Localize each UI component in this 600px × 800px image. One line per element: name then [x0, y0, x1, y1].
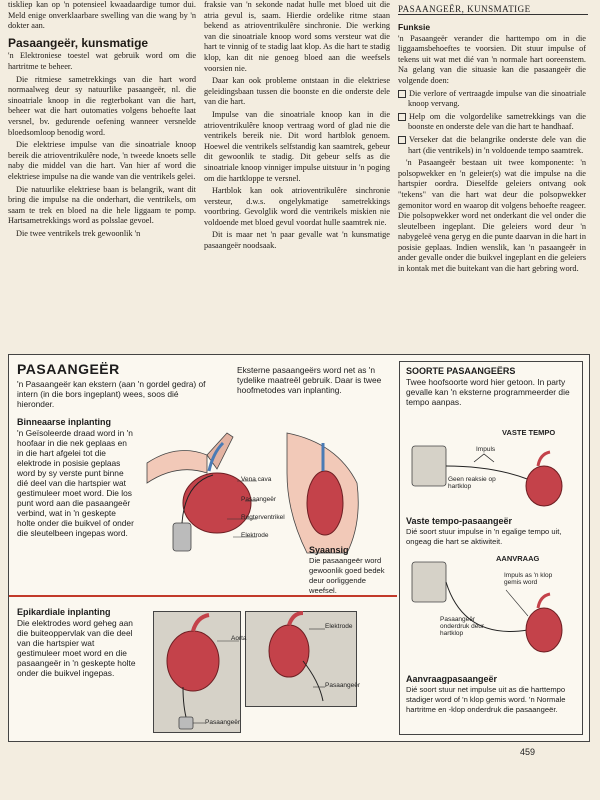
demand-section [406, 674, 576, 715]
epicardial-heading: Epikardiale inplanting [17, 607, 111, 617]
paragraph: Hartblok kan ook atrioventrikulêre sinchronie versteur, d.w.s. ongelykmatige sametrekkings voortbring. Gevolglik word die ventrikels miskien nie voldoende met bloed gevul voordat hulle saamtrek nie. [204, 186, 390, 227]
side-view-heading: Syaansig [309, 545, 349, 555]
epicardial-text: Die elektrodes word geheg aan die buiteoppervlak van die deel van die hartspier wat gestimuleer moet word en die pasaangeër in 'n geskepte holte onder die buikvel ingepas. [17, 618, 136, 678]
intravenous-section [17, 417, 135, 538]
fixed-rate-heading: Vaste tempo-pasaangeër [406, 516, 513, 526]
demand-text: Dié soort stuur net impulse uit as die harttempo stadiger word of 'n klop gemis word. 'n Normale hartritme en -klop onderdruk die pasaangeër. [406, 685, 566, 714]
impulse-label: Impuls [476, 446, 496, 453]
side-view-section [309, 545, 395, 596]
checkbox-bullet-icon [398, 90, 406, 98]
intravenous-illustration [137, 413, 389, 563]
epicardial-section [17, 607, 137, 678]
intravenous-text: 'n Geïsoleerde draad word in 'n hoofaar in die nek geplaas en in die hart afgelei tot die elektrode in posisie geplaas word by sy verste punt binne dié deel van die hartspier wat gestimuleer moet word. Die los punt word aan die pasaangeër verbind, wat in 'n geskepte holte onder die buikvel of onder die sleutelbeen ingepas word. [17, 428, 134, 538]
intravenous-heading: Binneaarse inplanting [17, 417, 112, 427]
article-heading: Pasaangeër, kunsmatige [8, 35, 149, 50]
fixed-rate-text: Dié soort stuur impulse in 'n egalige tempo uit, ongeag die hart se aktiwiteit. [406, 527, 562, 546]
paragraph: fraksie van 'n sekonde nadat hulle met bloed uit die atria gevul is, saam. Hierdie ordelike ritme staan bekend as atrioventrikulêre sinchronie. Die werking van die sinoatriale knoop word soms versteur wat die hart te vinnig of te stadig laat klop. As die hart te stadig klop, kan dit nie genoeg bloed aan die weefsels voorsien nie. [204, 0, 390, 73]
checkbox-bullet-icon [398, 113, 406, 121]
page-number: 459 [520, 747, 536, 757]
label-electrode: Elektrode [241, 532, 269, 539]
column-2 [204, 0, 390, 254]
panel-intro: 'n Pasaangeër kan ekstern (aan 'n gordel gedra) of intern (in die bors ingeplant) wees, soos dié hieronder. [17, 379, 206, 409]
label-pacemaker-3: Pasaangeër [205, 719, 241, 726]
bullet-item [398, 89, 586, 110]
paragraph: Die twee ventrikels trek gewoonlik 'n [16, 228, 141, 238]
fixed-rate-section [406, 516, 576, 547]
label-vena-cava: Vena cava [241, 476, 272, 483]
column-3 [398, 20, 586, 277]
external-pacemaker-text: Eksterne pasaangeërs word net as 'n tydelike maatreël gebruik. Daar is twee hoofmetodes van inplanting. [237, 365, 382, 395]
bullet-text: Verseker dat die belangrike onderste dele van die hart (die ventrikels) in 'n voldoende tempo saamtrek. [408, 134, 586, 155]
paragraph: Die natuurlike elektriese baan is belangrik, want dit bring die impulse na die onderhart, die ventrikels, om saam te trek en bloed na die hele liggaam te pomp. Hartsametrekkings word as polsslae gevoel. [8, 184, 196, 226]
panel-title: PASAANGEËR [17, 361, 120, 377]
paragraph: 'n Pasaangeër bestaan uit twee komponente: 'n polsopwekker en 'n geleier(s) wat die impulse na die hartspier oordra. Dieselfde geleiers ontvang ook "tekens" van die hart wat deur die polsopwekker gemonitor word en waarop dit volgens behoefte reageer. Die polsopwekker word net onderkant die vel onder die sleutelbeen ingeplant. Die geleiers word deur 'n nabygeleë vena geryg en die punte daarvan in die hart in posisie geplaas. Indien wenslik, kan 'n pasaangeër in ander gevalle onder die buikvel ingeplant en die geleiers in kontak met die buitekant van die hart gebring word. [398, 158, 586, 274]
paragraph: 'n Elektroniese toestel wat gebruik word om die hartritme te beheer. [8, 51, 196, 71]
bullet-text: Die verlore of vertraagde impulse van die sinoatriale knoop vervang. [408, 88, 586, 109]
fixed-rate-label: VASTE TEMPO [502, 428, 556, 437]
side-view-text: Die pasaangeër word gewoonlik goed bedek deur oorliggende weefsel. [309, 556, 385, 595]
label-electrode-2: Elektrode [325, 623, 353, 630]
bullet-text: Help om die volgordelike sametrekkings van die boonste en onderste dele van die hart te handhaaf. [408, 111, 586, 132]
label-pacemaker: Pasaangeër [241, 496, 277, 503]
running-header: PASAANGEËR, KUNSMATIGE [398, 4, 588, 15]
paragraph: Dit is maar net 'n paar gevalle wat 'n kunsmatige pasaangeër noodsaak. [204, 230, 390, 251]
bullet-item [398, 135, 586, 156]
paragraph: Die ritmiese sametrekkings van die hart word normaalweg deur sy natuurlike pasaangeër, nl. die sinoatriale knoop in die regterbokant van die hart, beheer wat die hart outomaties volgens behoefte laat versnel, bv. gedurende oefening wanneer versnelde bloedsomloop benodig word. [8, 74, 196, 137]
column-1 [8, 0, 196, 241]
paragraph: Daar kan ook probleme ontstaan in die elektriese geleidingsbaan tussen die boonste en die onderste dele van die hart. [204, 76, 390, 107]
paragraph: Die elektriese impulse van die sinoatriale knoop bereik die atrioventrikulêre node, 'n tweede knoets selle naby die middel van die hart. Van hier af word die elektriese impulse na die wande van die ventrikels gelei. [8, 140, 196, 181]
label-pacemaker-2: Pasaangeër [325, 682, 361, 689]
types-section [406, 366, 576, 407]
checkbox-bullet-icon [398, 136, 406, 144]
bullet-item [398, 112, 586, 133]
demand-heading: Aanvraagpasaangeër [406, 674, 498, 684]
demand-label: AANVRAAG [496, 554, 540, 563]
paragraph: 'n Pasaangeër verander die harttempo om in die liggaamsbehoeftes te voorsien. Dit stuur impulse of tekens uit wat met dié van 'n normale hart ooreenstem. Na gelang van die situasie kan die pasaangeër die volgende doen: [398, 33, 586, 85]
pacemaker-types-box [399, 361, 583, 735]
label-aorta: Aorta [231, 635, 247, 642]
section-divider [9, 595, 397, 597]
no-response-label: Geen reaksie op hartklop [448, 476, 496, 490]
section-heading: Funksie [398, 22, 431, 32]
label-right-ventricle: Regterventrikel [241, 514, 285, 521]
pacemaker-panel [8, 354, 590, 742]
suppressed-label: Pasaangeër onderdruk deur hartklop [440, 616, 485, 637]
impulse-missed-label: Impuls as 'n klop gemis word [504, 572, 553, 586]
types-intro: Twee hoofsoorte word hier getoon. In party gevalle kan 'n eksterne programmeerder die tempo aanpas. [406, 377, 570, 407]
paragraph: tiskliер kan op 'n potensieel kwaadaardige tumor dui. Meld enige onverklaarbare swelling van die wang by 'n dokter aan. [8, 0, 196, 31]
paragraph: Impulse van die sinoatriale knoop kan in die atrioventrikulêre knoop vertraag word of glad nie die ventrikels bereik nie. Dit word hartblok genoem. Hoewel die ventrikels selfstandig kan saamtrek, gebeur dit gewoonlik te stadig. Dit gebeur selfs as die sinoatriale knoop vinniger impulse uitstuur in 'n poging om die hartkloppe te versnel. [204, 109, 390, 183]
types-heading: SOORTE PASAANGEËRS [406, 366, 516, 376]
